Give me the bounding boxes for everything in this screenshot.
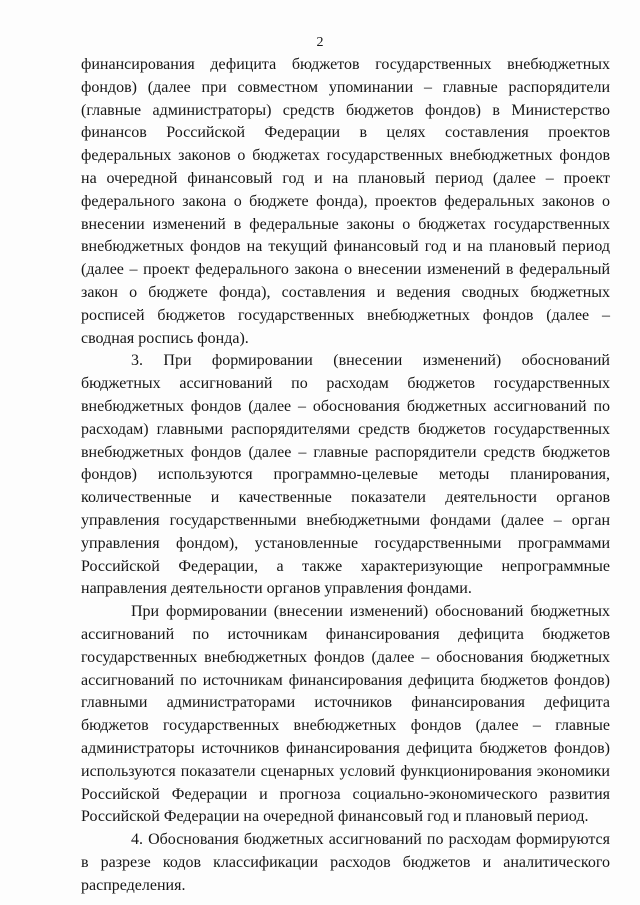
paragraph-item-3: 3. При формировании (внесении изменений) обоснований бюджетных ассигнований по расходам бюджетов государственных внебюджетных фондов (далее – обоснования бюджетных ассигнований по расходам) главными распорядителями средств бюджетов государственных внебюджетных фондов (далее – главные распорядители средств бюджетов фондов) используются программно-целевые методы планирования, количественные и качественные показатели деятельности органов управления государственными внебюджетными фондами (далее – орган управления фондом), установленные государственными программами Российской Федерации, а также характеризующие непрограммные направления деятельности органов управления фондами.	[81, 352, 610, 598]
paragraph-continuation: финансирования дефицита бюджетов государственных внебюджетных фондов) (далее при совместном упоминании – главные распорядители (главные администраторы) средств бюджетов фондов) в Министерство финансов Российской Федерации в целях составления проектов федеральных законов о бюджетах государственных внебюджетных фондов на очередной финансовый год и на плановый период (далее – проект федерального закона о бюджете фонда), проектов федеральных законов о внесении изменений в федеральные законы о бюджетах государственных внебюджетных фондов на текущий финансовый год и на плановый период (далее – проект федерального закона о внесении изменений в федеральный закон о бюджете фонда), составления и ведения сводных бюджетных росписей бюджетов государственных внебюджетных фондов (далее – сводная роспись фонда).	[81, 56, 610, 347]
paragraph-item-4: 4. Обоснования бюджетных ассигнований по расходам формируются в разрезе кодов классификации расходов бюджетов и аналитического распределения.	[81, 831, 610, 894]
paragraph-item-3-sources: При формировании (внесении изменений) обоснований бюджетных ассигнований по источникам финансирования дефицита бюджетов государственных внебюджетных фондов (далее – обоснования бюджетных ассигнований по источникам финансирования дефицита бюджетов фондов) главными администраторами источников финансирования дефицита бюджетов государственных внебюджетных фондов (далее – главные администраторы источников финансирования дефицита бюджетов фондов) используются показатели сценарных условий функционирования экономики Российской Федерации и прогноза социально-экономического развития Российской Федерации на очередной финансовый год и плановый период.	[81, 603, 610, 826]
document-body	[81, 54, 610, 897]
page-number: 2	[316, 35, 324, 50]
